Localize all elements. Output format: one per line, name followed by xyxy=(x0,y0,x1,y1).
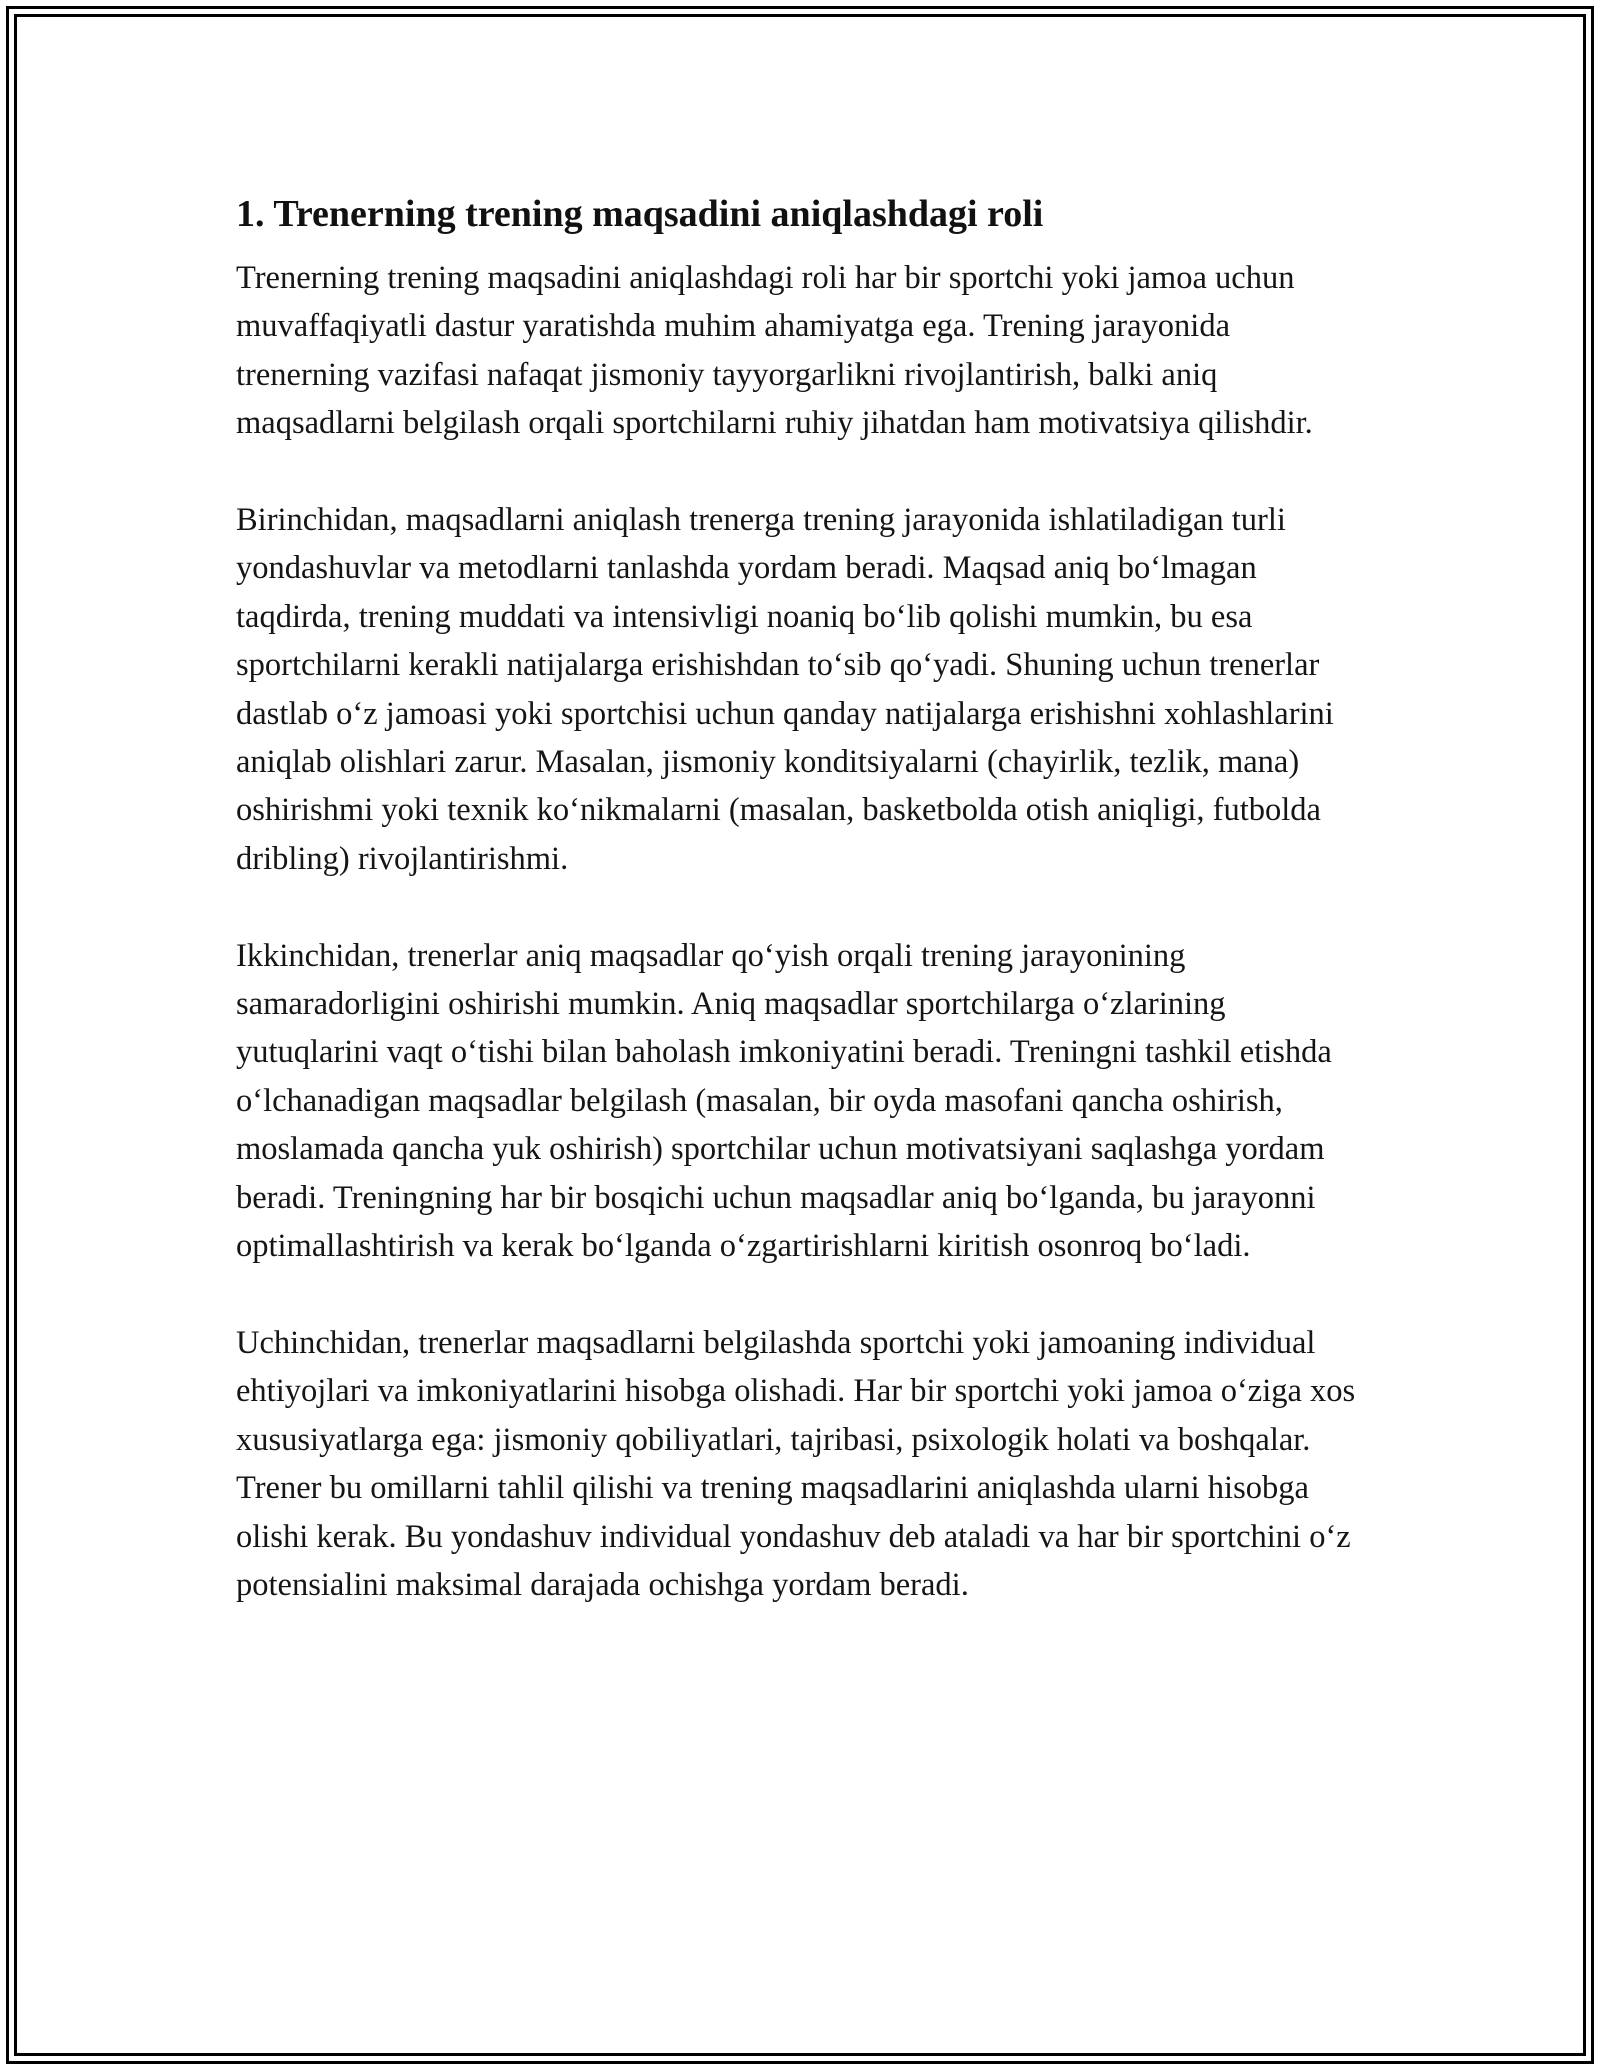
section-heading: 1. Trenerning trening maqsadini aniqlashdagi roli xyxy=(236,193,1044,235)
paragraph-intro: Trenerning trening maqsadini aniqlashdagi roli har bir sportchi yoki jamoa uchun muvaffaqiyatli dastur yaratishda muhim ahamiyatga ega. Trening jarayonida trenerning vazifasi nafaqat jismoniy tayyorgarlikni rivojlantirish, balki aniq maqsadlarni belgilash orqali sportchilarni ruhiy jihatdan ham motivatsiya qilishdir. xyxy=(236,260,1313,442)
paragraph-second-point: Ikkinchidan, trenerlar aniq maqsadlar qoʻyish orqali trening jarayonining samaradorligini oshirishi mumkin. Aniq maqsadlar sportchilarga oʻzlarining yutuqlarini vaqt oʻtishi bilan baholash imkoniyatini beradi. Treningni tashkil etishda oʻlchanadigan maqsadlar belgilash (masalan, bir oyda masofani qancha oshirish, moslamada qancha yuk oshirish) sportchilar uchun motivatsiyani saqlashga yordam beradi. Treningning har bir bosqichi uchun maqsadlar aniq boʻlganda, bu jarayonni optimallashtirish va kerak boʻlganda oʻzgartirishlarni kiritish osonroq boʻladi. xyxy=(236,937,1332,1265)
document-body xyxy=(236,182,1371,1658)
paragraph-first-point: Birinchidan, maqsadlarni aniqlash trenerga trening jarayonida ishlatiladigan turli yondashuvlar va metodlarni tanlashda yordam beradi. Maqsad aniq boʻlmagan taqdirda, trening muddati va intensivligi noaniq boʻlib qolishi mumkin, bu esa sportchilarni kerakli natijalarga erishishdan toʻsib qoʻyadi. Shuning uchun trenerlar dastlab oʻz jamoasi yoki sportchisi uchun qanday natijalarga erishishni xohlashlarini aniqlab olishlari zarur. Masalan, jismoniy konditsiyalarni (chayirlik, tezlik, mana) oshirishmi yoki texnik koʻnikmalarni (masalan, basketbolda otish aniqligi, futbolda dribling) rivojlantirishmi. xyxy=(236,502,1334,877)
paragraph-third-point: Uchinchidan, trenerlar maqsadlarni belgilashda sportchi yoki jamoaning individual ehtiyojlari va imkoniyatlarini hisobga olishadi. Har bir sportchi yoki jamoa oʻziga xos xususiyatlarga ega: jismoniy qobiliyatlari, tajribasi, psixologik holati va boshqalar. Trener bu omillarni tahlil qilishi va trening maqsadlarini aniqlashda ularni hisobga olishi kerak. Bu yondashuv individual yondashuv deb ataladi va har bir sportchini oʻz potensialini maksimal darajada ochishga yordam beradi. xyxy=(236,1324,1356,1603)
